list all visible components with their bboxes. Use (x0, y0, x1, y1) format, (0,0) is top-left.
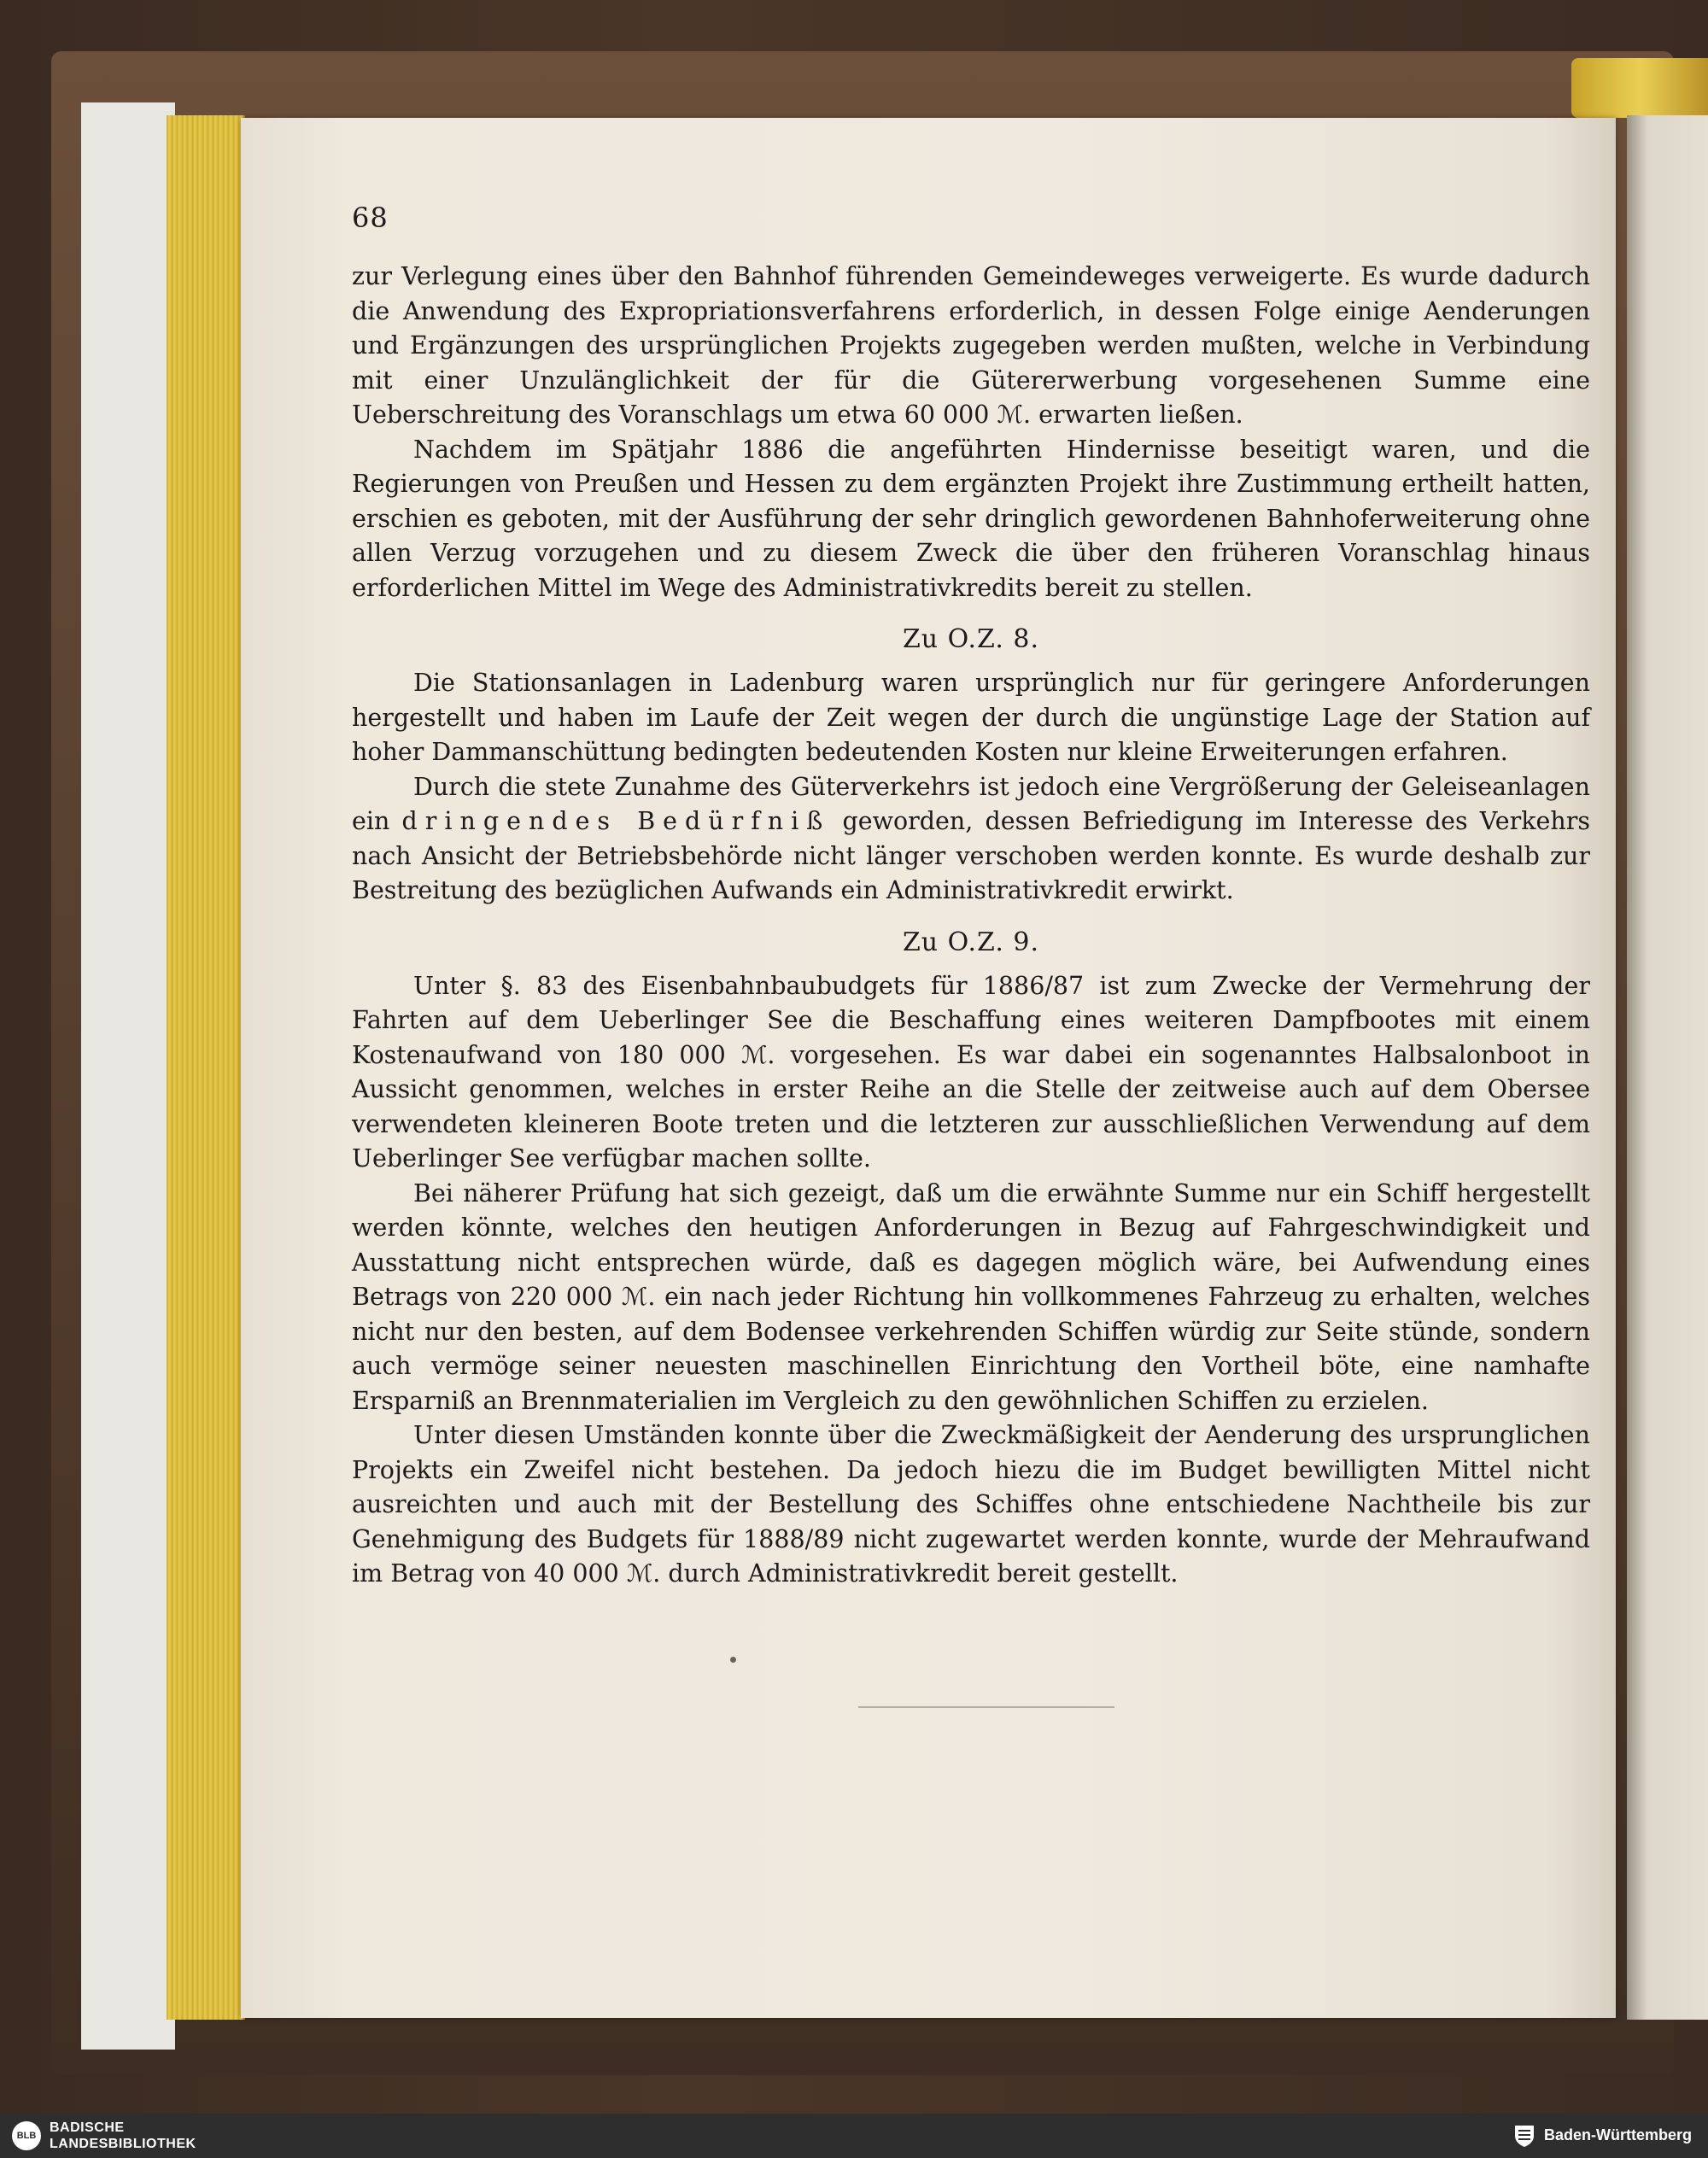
section-heading: Zu O.Z. 8. (902, 624, 1040, 654)
facing-page-edge (1627, 115, 1708, 2020)
paragraph (352, 770, 1590, 909)
section-heading: Zu O.Z. 9. (902, 927, 1040, 957)
blb-logo[interactable]: BLB (12, 2121, 41, 2150)
paragraph-text: geworden, dessen Befriedigung im Interesse des Verkehrs nach Ansicht der Betriebsbehörde nicht länger verschoben werden konnte. Es wurde deshalb zur Bestreitung des bezüglichen Aufwands ein Administrativkredit erwirkt. (352, 807, 1591, 904)
paragraph: zur Verlegung eines über den Bahnhof führenden Gemeindeweges verweigerte. Es wurde dadurch die Anwendung des Expropriationsverfahrens erforderlich, in dessen Folge einige Aenderungen und Ergänzungen des ursprünglichen Projekts zugegeben werden mußten, welche in Verbindung mit einer Unzulänglichkeit der für die Gütererwerbung vorgesehenen Summe eine Ueberschreitung des Voranschlags um etwa 60 000 ℳ. erwarten ließen. (352, 262, 1590, 429)
page-content (352, 196, 1590, 1592)
paragraph: Bei näherer Prüfung hat sich gezeigt, daß um die erwähnte Summe nur ein Schiff hergestellt werden könnte, welches den heutigen Anforderungen in Bezug auf Fahrgeschwindigkeit und Ausstattung nicht entsprechen würde, daß es dagegen möglich wäre, bei Aufwendung eines Betrags von 220 000 ℳ. ein nach jeder Richtung hin vollkommenes Fahrzeug zu erhalten, welches nicht nur den besten, auf dem Bodensee verkehrenden Schiffen würdig zur Seite stünde, sondern auch vermöge seiner neuesten maschinellen Einrichtung den Vortheil böte, eine namhafte Ersparniß an Brennmaterialien im Vergleich zu den gewöhnlichen Schiffen zu erzielen. (352, 1178, 1590, 1415)
viewer-footer (0, 2114, 1708, 2158)
bleed-through-rule (858, 1706, 1114, 1708)
emphasized-text: dringendes Bedürfniß (401, 807, 831, 835)
library-name-line1: BADISCHE (50, 2120, 125, 2135)
library-name (50, 2120, 196, 2152)
paragraph: Nachdem im Spätjahr 1886 die angeführten Hindernisse beseitigt waren, und die Regierungen von Preußen und Hessen zu dem ergänzten Projekt ihre Zustimmung ertheilt hatten, erschien es geboten, mit der Ausführung der sehr dringlich gewordenen Bahnhoferweiterung ohne allen Verzug vorzugehen und zu diesem Zweck die über den früheren Voranschlag hinaus erforderlichen Mittel im Wege des Administrativkredits bereit zu stellen. (352, 435, 1590, 602)
page-number: 68 (352, 202, 389, 234)
gilt-page-edges (167, 115, 245, 2020)
paragraph: Die Stationsanlagen in Ladenburg waren ursprünglich nur für geringere Anforderungen hergestellt und haben im Laufe der Zeit wegen der durch die ungünstige Lage der Station auf hoher Dammanschüttung bedingten bedeutenden Kosten nur kleine Erweiterungen erfahren. (352, 669, 1590, 766)
paragraph-text: Durch die stete Zunahme des Güterverkehrs ist jedoch eine Vergrößerung der Geleiseanlagen ein (352, 772, 1590, 835)
cover-paper-edge (81, 102, 175, 2050)
paragraph: Unter §. 83 des Eisenbahnbaubudgets für 1886/87 ist zum Zwecke der Vermehrung der Fahrten auf dem Ueberlinger See die Beschaffung eines weiteren Dampfbootes mit einem Kostenaufwand von 180 000 ℳ. vorgesehen. Es war dabei ein sogenanntes Halbsalonboot in Aussicht genommen, welches in erster Reihe an die Stelle der zeitweise auch auf dem Obersee verwendeten kleineren Boote treten und die letzteren zur ausschließlichen Verwendung auf dem Ueberlinger See verfügbar machen sollte. (352, 971, 1590, 1173)
library-name-line2: LANDESBIBLIOTHEK (50, 2137, 196, 2151)
gilt-head-edge (1571, 58, 1708, 118)
printer-dot (730, 1657, 736, 1663)
state-name[interactable]: Baden-Württemberg (1544, 2126, 1693, 2143)
state-coat-of-arms-icon (1512, 2123, 1537, 2149)
paragraph: Unter diesen Umständen konnte über die Zweckmäßigkeit der Aenderung des ursprunglichen Projekts ein Zweifel nicht bestehen. Da jedoch hiezu die im Budget bewilligten Mittel nicht ausreichten und auch mit der Bestellung des Schiffes ohne entschiedene Nachtheile bis zur Genehmigung des Budgets für 1888/89 nicht zugewartet werden konnte, wurde der Mehraufwand im Betrag von 40 000 ℳ. durch Administrativkredit bereit gestellt. (352, 1421, 1590, 1588)
